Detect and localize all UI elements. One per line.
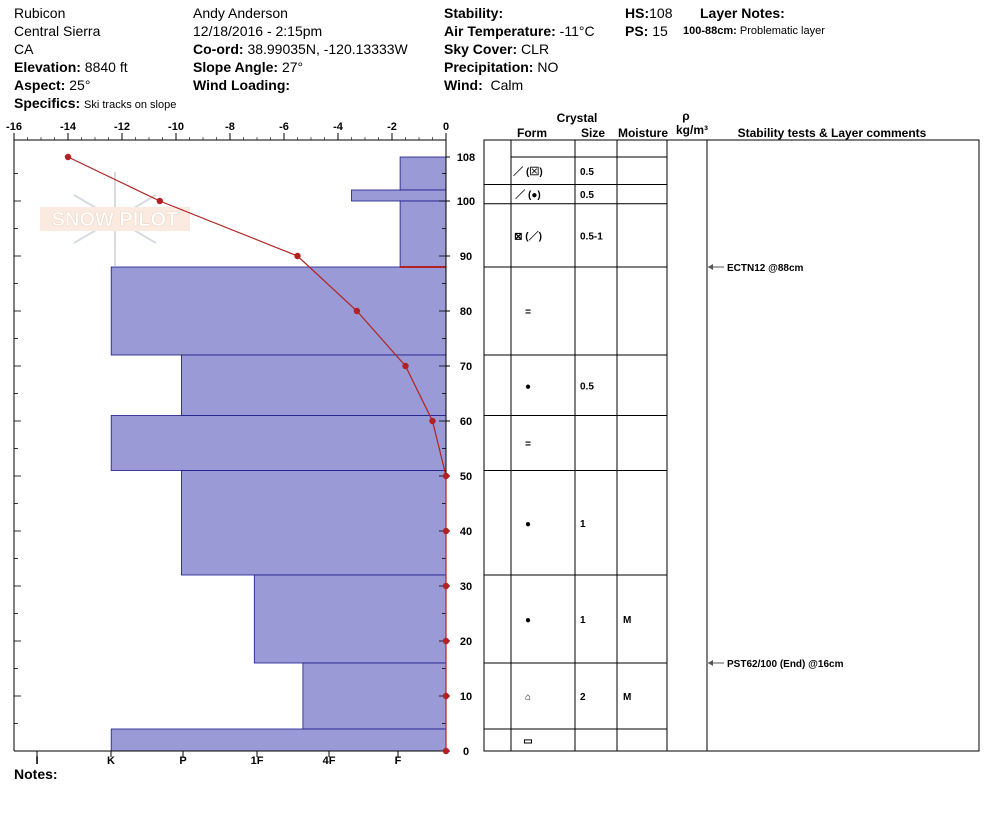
crystal-form: ⊠ (／) — [514, 231, 542, 243]
density-unit-header: kg/m³ — [675, 123, 709, 137]
hardness-tick-label: F — [394, 755, 402, 767]
temp-tick-label: -10 — [168, 121, 184, 133]
temp-tick-label: -16 — [6, 121, 22, 133]
hardness-bar-5 — [111, 416, 446, 471]
stability-test-label: PST62/100 (End) @16cm — [727, 659, 844, 670]
aspect-field: Aspect: 25° — [14, 77, 91, 93]
crystal-form: = — [525, 307, 531, 318]
crystal-form: ● — [524, 518, 532, 530]
temperature-point — [294, 253, 300, 259]
height-tick-label: 0 — [462, 746, 470, 758]
height-tick-label: 30 — [459, 581, 473, 593]
crystal-form: = — [525, 439, 531, 450]
height-tick-label: 70 — [459, 361, 473, 373]
crystal-size: 0.5-1 — [580, 231, 603, 243]
crystal-form: ／ (⊠) — [513, 166, 543, 178]
temp-tick-label: -2 — [387, 121, 397, 133]
observer-name: Andy Anderson — [193, 5, 288, 21]
height-tick-label: 40 — [459, 526, 473, 538]
height-tick-label: 20 — [459, 636, 473, 648]
height-tick-label: 60 — [459, 416, 473, 428]
temp-tick-label: -12 — [114, 121, 130, 133]
temperature-point — [443, 528, 449, 534]
layer-table — [484, 140, 979, 751]
hardness-tick-label: P — [179, 755, 187, 767]
location-name: Rubicon — [14, 5, 66, 21]
form-header: Form — [517, 126, 547, 140]
hardness-bar-6 — [181, 471, 446, 576]
air-temp-field: Air Temperature: -11°C — [444, 23, 595, 39]
temperature-point — [443, 693, 449, 699]
layer-notes-label: Layer Notes: — [700, 5, 785, 21]
watermark-text: SNOW PILOT — [51, 209, 179, 231]
crystal-size: 1 — [580, 518, 586, 530]
crystal-form: ▭ — [523, 736, 533, 747]
stability-test-label: ECTN12 @88cm — [727, 263, 804, 274]
temp-tick-label: 0 — [442, 121, 450, 133]
hardness-bar-1 — [352, 190, 447, 201]
hardness-tick-label: K — [107, 755, 115, 767]
size-header: Size — [580, 126, 606, 140]
moisture-header: Moisture — [617, 126, 669, 140]
notes-label: Notes: — [14, 766, 58, 782]
crystal-size: 0.5 — [580, 190, 594, 202]
date-time: 12/18/2016 - 2:15pm — [193, 23, 323, 39]
crystal-size: 0.5 — [580, 381, 594, 393]
state-name: CA — [14, 41, 34, 57]
crystal-form: ● — [524, 615, 532, 626]
height-tick-label: 90 — [459, 251, 473, 263]
comments-header: Stability tests & Layer comments — [737, 126, 927, 140]
snowpilot-watermark — [40, 172, 190, 266]
temperature-point — [443, 473, 449, 479]
hardness-bar-3 — [111, 267, 446, 355]
height-tick-label: 50 — [459, 471, 473, 483]
height-tick-label: 108 — [456, 152, 476, 164]
precip-field: Precipitation: NO — [444, 59, 559, 75]
crystal-size: 1 — [580, 615, 586, 626]
coord-field: Co-ord: 38.99035N, -120.13333W — [193, 41, 408, 57]
stability-field: Stability: — [444, 5, 504, 21]
hardness-tick-label: 1F — [250, 755, 264, 767]
temp-tick-label: -14 — [60, 121, 76, 133]
height-tick-label: 100 — [456, 196, 476, 208]
hardness-tick-label: 4F — [322, 755, 336, 767]
crystal-size: 0.5 — [580, 166, 594, 178]
moisture-value: M — [623, 615, 632, 626]
hardness-bar-2 — [400, 201, 446, 267]
ps-field: PS: 15 — [625, 23, 668, 39]
hardness-bar-7 — [254, 575, 446, 663]
moisture-value: M — [623, 692, 632, 703]
height-tick-label: 10 — [459, 691, 473, 703]
sky-field: Sky Cover: CLR — [444, 41, 550, 57]
temperature-point — [443, 583, 449, 589]
crystal-form: ● — [524, 381, 532, 393]
wind-field: Wind: Calm — [444, 77, 524, 93]
stability-arrow-head — [708, 264, 713, 270]
temperature-point — [157, 198, 163, 204]
hardness-bar-0 — [400, 157, 446, 190]
hardness-bar-9 — [111, 729, 446, 751]
rho-header: ρ — [682, 109, 690, 123]
elevation-field: Elevation: 8840 ft — [14, 59, 128, 75]
range-name: Central Sierra — [14, 23, 101, 39]
slope-field: Slope Angle: 27° — [193, 59, 304, 75]
temperature-point — [65, 154, 71, 160]
crystal-size: 2 — [580, 692, 586, 703]
height-tick-label: 80 — [459, 306, 473, 318]
temperature-point — [402, 363, 408, 369]
temp-tick-label: -4 — [333, 121, 343, 133]
temp-tick-label: -8 — [225, 121, 235, 133]
crystal-header: Crystal — [556, 111, 598, 125]
temperature-point — [429, 418, 435, 424]
crystal-form: ⌂ — [524, 692, 532, 703]
stability-arrow-head — [708, 660, 713, 666]
temp-tick-label: -6 — [279, 121, 289, 133]
crystal-form: ／ (●) — [515, 190, 541, 202]
specifics-field: Specifics: Ski tracks on slope — [14, 95, 177, 111]
wind-loading-field: Wind Loading: — [193, 77, 291, 93]
temperature-point — [443, 638, 449, 644]
temperature-point — [443, 748, 449, 754]
hs-field: HS:108 — [625, 5, 673, 21]
layer-note: 100-88cm: Problematic layer — [683, 25, 825, 37]
temperature-point — [354, 308, 360, 314]
hardness-tick-label: I — [35, 755, 39, 767]
hardness-bar-8 — [303, 663, 446, 729]
